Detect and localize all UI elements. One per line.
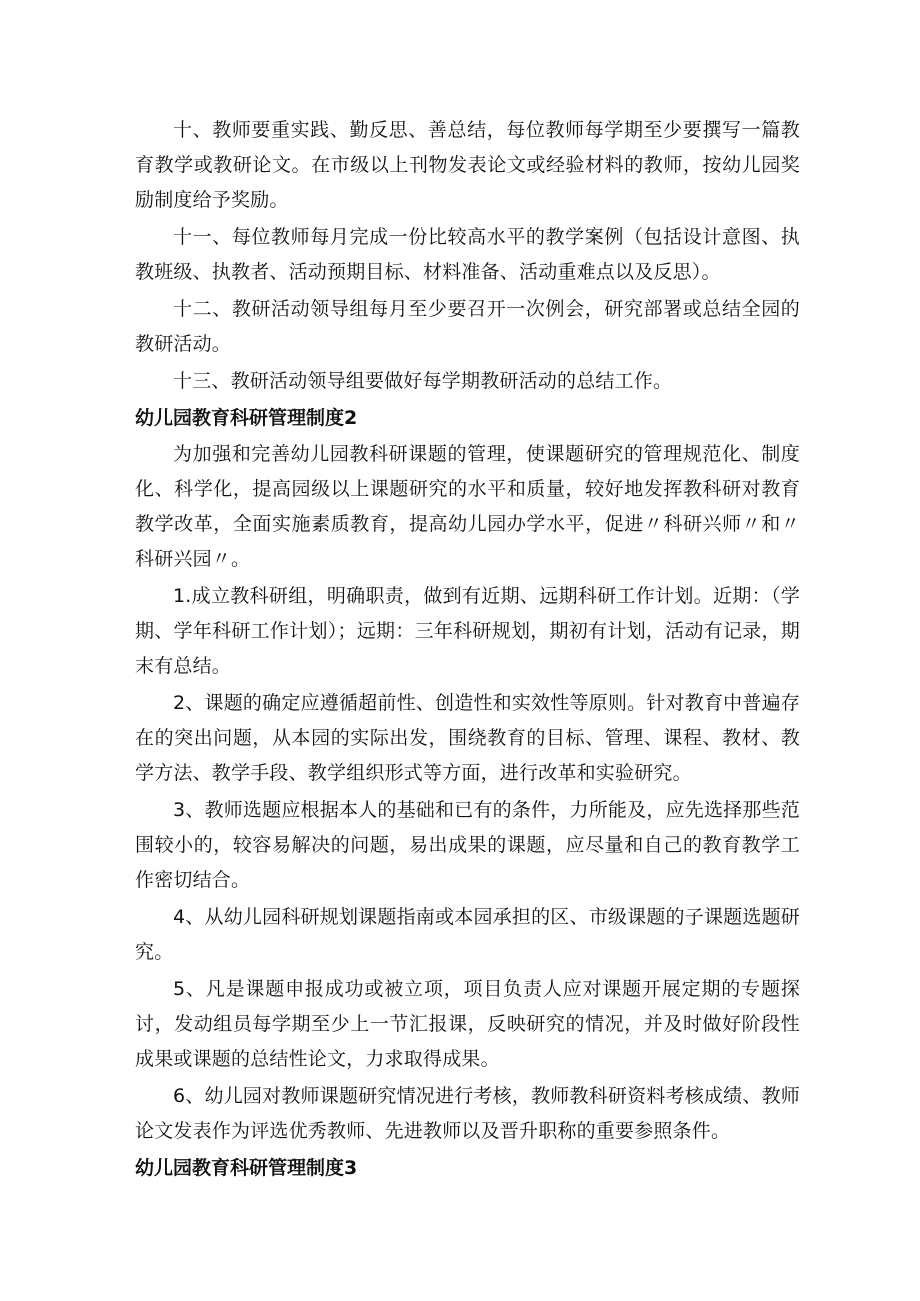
section-heading-2: 幼儿园教育科研管理制度2 xyxy=(135,407,358,429)
paragraph-10: 十、教师要重实践、勤反思、善总结，每位教师每学期至少要撰写一篇教育教学或教研论文。在市级以上刊物发表论文或经验材料的教师，按幼儿园奖励制度给予奖励。 xyxy=(135,119,800,211)
paragraph-item-6: 6、幼儿园对教师课题研究情况进行考核，教师教科研资料考核成绩、教师论文发表作为评选优秀教师、先进教师以及晋升职称的重要参照条件。 xyxy=(135,1085,800,1142)
paragraph-13: 十三、教研活动领导组要做好每学期教研活动的总结工作。 xyxy=(173,370,673,392)
paragraph-item-3: 3、教师选题应根据本人的基础和已有的条件，力所能及，应先选择那些范围较小的，较容易解决的问题，易出成果的课题，应尽量和自己的教育教学工作密切结合。 xyxy=(135,799,800,891)
paragraph-12: 十二、教研活动领导组每月至少要召开一次例会，研究部署或总结全园的教研活动。 xyxy=(135,298,800,355)
paragraph-intro: 为加强和完善幼儿园教科研课题的管理，使课题研究的管理规范化、制度化、科学化，提高园级以上课题研究的水平和质量，较好地发挥教科研对教育教学改革，全面实施素质教育，提高幼儿园办学水平，促进〃科研兴师〃和〃科研兴园〃。 xyxy=(135,443,800,570)
section-heading-3: 幼儿园教育科研管理制度3 xyxy=(135,1157,358,1179)
paragraph-item-2: 2、课题的确定应遵循超前性、创造性和实效性等原则。针对教育中普遍存在的突出问题，从本园的实际出发，围绕教育的目标、管理、课程、教材、教学方法、教学手段、教学组织形式等方面，进行改革和实验研究。 xyxy=(135,692,800,784)
paragraph-item-1: 1.成立教科研组，明确职责，做到有近期、远期科研工作计划。近期：（学期、学年科研工作计划）；远期：三年科研规划，期初有计划，活动有记录，期末有总结。 xyxy=(135,585,800,677)
paragraph-11: 十一、每位教师每月完成一份比较高水平的教学案例（包括设计意图、执教班级、执教者、活动预期目标、材料准备、活动重难点以及反思）。 xyxy=(135,226,800,283)
paragraph-item-4: 4、从幼儿园科研规划课题指南或本园承担的区、市级课题的子课题选题研究。 xyxy=(135,906,800,963)
paragraph-item-5: 5、凡是课题申报成功或被立项，项目负责人应对课题开展定期的专题探讨，发动组员每学期至少上一节汇报课，反映研究的情况，并及时做好阶段性成果或课题的总结性论文，力求取得成果。 xyxy=(135,978,800,1070)
